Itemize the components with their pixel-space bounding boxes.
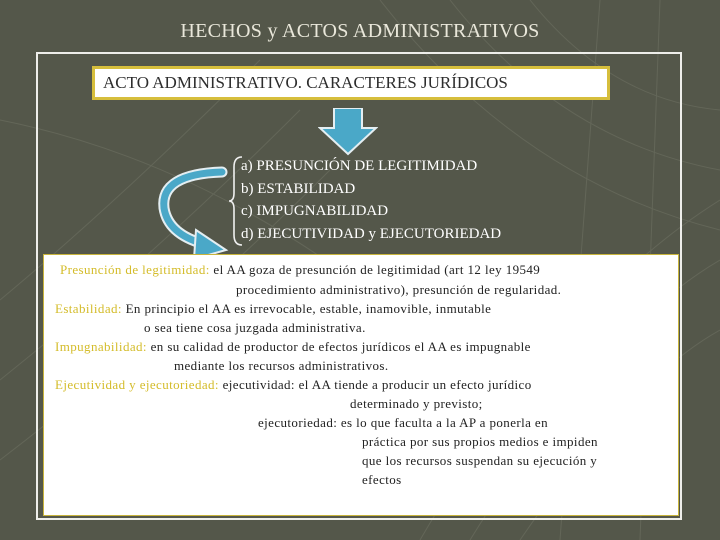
definition-text: efectos	[362, 472, 402, 487]
definition-estabilidad	[55, 300, 491, 318]
term-presuncion: Presunción de legitimidad:	[60, 262, 210, 277]
definition-text: En principio el AA es irrevocable, estable, inamovible, inmutable	[125, 301, 492, 316]
definition-text: el AA goza de presunción de legitimidad (art 12 ley 19549	[213, 262, 541, 277]
character-item-ejecutividad: d) EJECUTIVIDAD y EJECUTORIEDAD	[241, 225, 502, 242]
subtitle-box: ACTO ADMINISTRATIVO. CARACTERES JURÍDICOS	[92, 66, 610, 100]
curved-arrow-icon	[150, 160, 230, 260]
definition-text: ejecutoriedad: es lo que faculta a la AP a ponerla en	[258, 415, 548, 430]
definition-presuncion	[60, 261, 540, 279]
slide-title: HECHOS y ACTOS ADMINISTRATIVOS	[180, 20, 540, 42]
character-item-presuncion: a) PRESUNCIÓN DE LEGITIMIDAD	[241, 158, 478, 174]
definition-text: ejecutividad: el AA tiende a producir un efecto jurídico	[222, 377, 532, 392]
characters-list	[241, 155, 501, 245]
definition-text: en su calidad de productor de efectos jurídicos el AA es impugnable	[150, 339, 531, 354]
down-arrow-icon	[318, 108, 378, 156]
definition-impugnabilidad	[55, 338, 531, 356]
definition-text: determinado y previsto;	[350, 396, 483, 411]
term-ejecutividad: Ejecutividad y ejecutoriedad:	[55, 377, 219, 392]
character-item-impugnabilidad: c) IMPUGNABILIDAD	[241, 203, 389, 219]
definition-text: procedimiento administrativo), presunción de regularidad.	[236, 282, 562, 297]
definitions-box	[43, 254, 679, 516]
definition-text: mediante los recursos administrativos.	[174, 358, 389, 373]
definition-text: que los recursos suspendan su ejecución y	[362, 453, 598, 468]
character-item-estabilidad: b) ESTABILIDAD	[241, 180, 356, 197]
definition-text: o sea tiene cosa juzgada administrativa.	[144, 320, 366, 335]
definition-ejecutividad	[55, 376, 532, 394]
definition-text: práctica por sus propios medios e impiden	[362, 434, 598, 449]
term-estabilidad: Estabilidad:	[55, 301, 122, 316]
term-impugnabilidad: Impugnabilidad:	[55, 339, 147, 354]
